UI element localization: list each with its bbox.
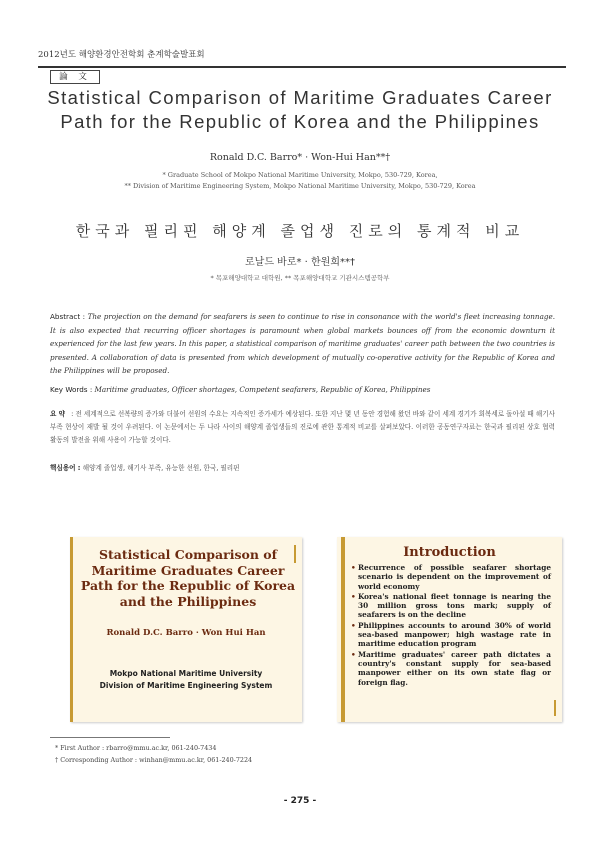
authors-en: Ronald D.C. Barro* · Won-Hui Han**† [209,152,391,163]
header-rule [38,66,566,68]
abstract-label: Abstract : [50,312,88,321]
slide-authors: Ronald D.C. Barro · Won Hui Han [106,628,266,638]
introduction-slide [337,537,562,722]
title-en-line2: Path for the Republic of Korea and the Philippines [60,111,540,132]
summary-ko [50,408,555,447]
keywords-ko-label: 핵심용어 : [50,464,83,472]
slide-title: Statistical Comparison of Maritime Graduates Career Path for the Republic of Korea and the Philippines [80,547,296,609]
slide-corner-mark [554,700,556,716]
keywords-label: Key Words : [50,385,95,394]
page-number: - 275 - [283,796,317,806]
slide-affiliation [70,668,302,692]
title-en-line1: Statistical Comparison of Maritime Graduates Career [47,87,553,108]
conference-header: 2012년도 해양환경안전학회 춘계학술발표회 [38,50,205,60]
keywords-text: Maritime graduates, Officer shortages, Competent seafarers, Republic of Korea, Philippines [94,385,431,394]
slide-bullet-list [351,563,551,688]
slide-accent-bar [341,537,345,722]
slide-title: Introduction [403,545,496,560]
affiliation-en-1: * Graduate School of Mokpo National Maritime University, Mokpo, 530-729, Korea, [162,171,438,179]
summary-ko-text: : 전 세계적으로 선복량의 증가와 더불어 선원의 수요는 지속적인 증가세가 예상된다. 또한 지난 몇 년 동안 경험해 왔던 바와 같이 세계 경기가 회복세로 돌아설 때 해기사 부족 현상이 재발 될 것이 우려된다. 이 논문에서는 두 나라 사이의 해양계 졸업생들의 진로에 관한 통계적 비교를 살펴보았다. 이러한 공동연구자료는 한국과 필리핀 상호 협력 활동의 발전을 위해 사용이 가능할 것이다. [50,410,555,444]
article-type-label: 論 文 [50,70,100,84]
slide-bullet: • Philippines accounts to around 30% of world sea-based manpower; high wastage rate in maritime education program [351,621,551,649]
keywords-ko-text: 해양계 졸업생, 해기사 부족, 유능한 선원, 한국, 필리핀 [82,464,240,472]
title-slide [70,537,302,722]
slide-bullet: • Korea's national fleet tonnage is nearing the 30 million gross tons mark; supply of seafarers is on the decline [351,592,551,620]
slide-univ-line1: Mokpo National Maritime University [109,669,263,678]
abstract [50,310,555,378]
slide-univ-line2: Division of Maritime Engineering System [99,681,273,690]
footnote-first-author: * First Author : rbarro@mmu.ac.kr, 061-240-7434 [55,744,217,752]
slide-bullet: • Maritime graduates' career path dictates a country's constant supply for sea-based manpower either on its own state flag or foreign flag. [351,650,551,687]
footnote-rule [50,737,170,738]
summary-ko-label: 요 약 [50,410,66,418]
slide-bullet: • Recurrence of possible seafarer shortage scenario is dependent on the improvement of world economy [351,563,551,591]
paper-title-en [20,86,580,134]
footnotes [55,743,252,766]
authors-ko: 로날드 바로* · 한원희**† [245,257,355,268]
keywords-ko [50,462,555,472]
paper-title-ko: 한국과 필리핀 해양계 졸업생 진로의 통계적 비교 [75,222,525,240]
affiliation-ko: * 목포해양대학교 대학원, ** 목포해양대학교 기관시스템공학부 [210,274,390,282]
keywords [50,385,555,394]
affiliation-en-2: ** Division of Maritime Engineering System, Mokpo National Maritime University, Mokpo, 530-729, Korea [124,182,476,190]
footnote-corresponding-author: † Corresponding Author : winhan@mmu.ac.kr, 061-240-7224 [55,755,253,764]
abstract-text: The projection on the demand for seafarers is seen to continue to rise in consonance with the world's fleet increasing tonnage. It is also expected that recurring officer shortages is paramount when global markets bounces off from the economic downturn it experienced for the last few years. In this paper, a statistical comparison of maritime graduates' career path between the two countries is presented. A collaboration of data is presented from which development of mutually co-operative activity for the Republic of Korea and the Philippines will be proposed. [50,312,555,376]
